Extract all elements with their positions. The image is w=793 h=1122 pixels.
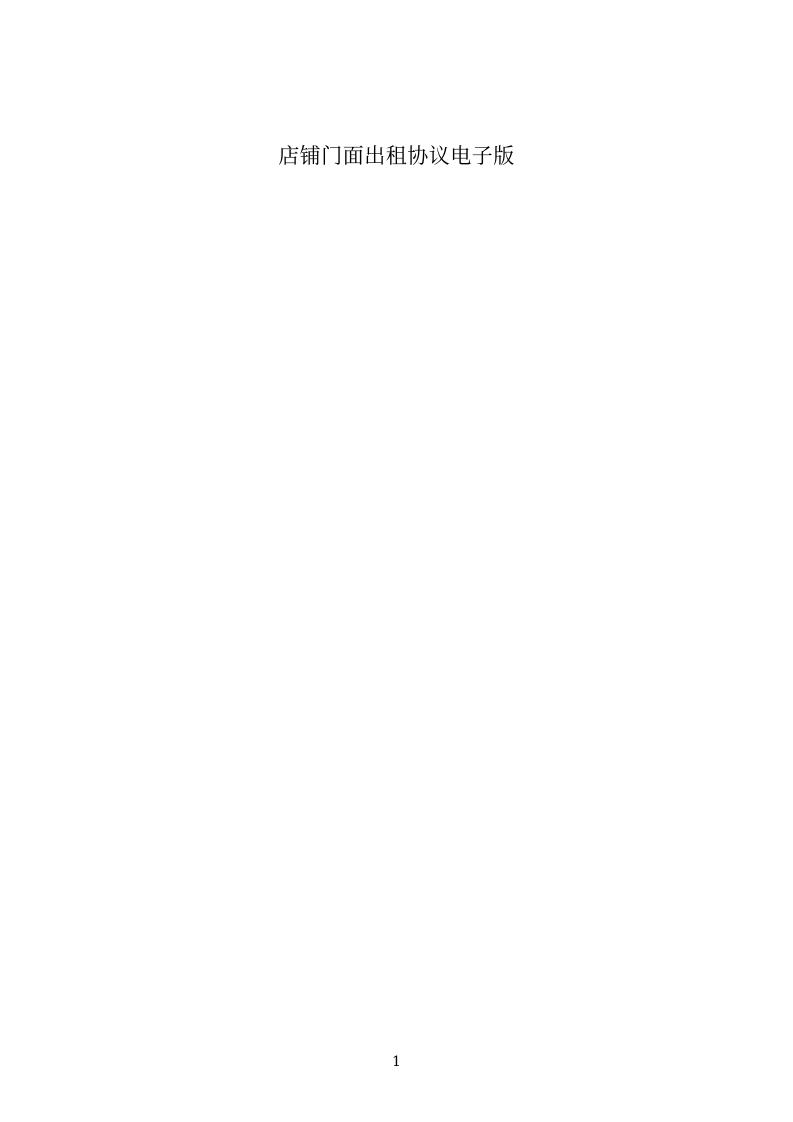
page-title: 店铺门面出租协议电子版 bbox=[278, 144, 515, 168]
page-number: 1 bbox=[392, 1054, 401, 1070]
